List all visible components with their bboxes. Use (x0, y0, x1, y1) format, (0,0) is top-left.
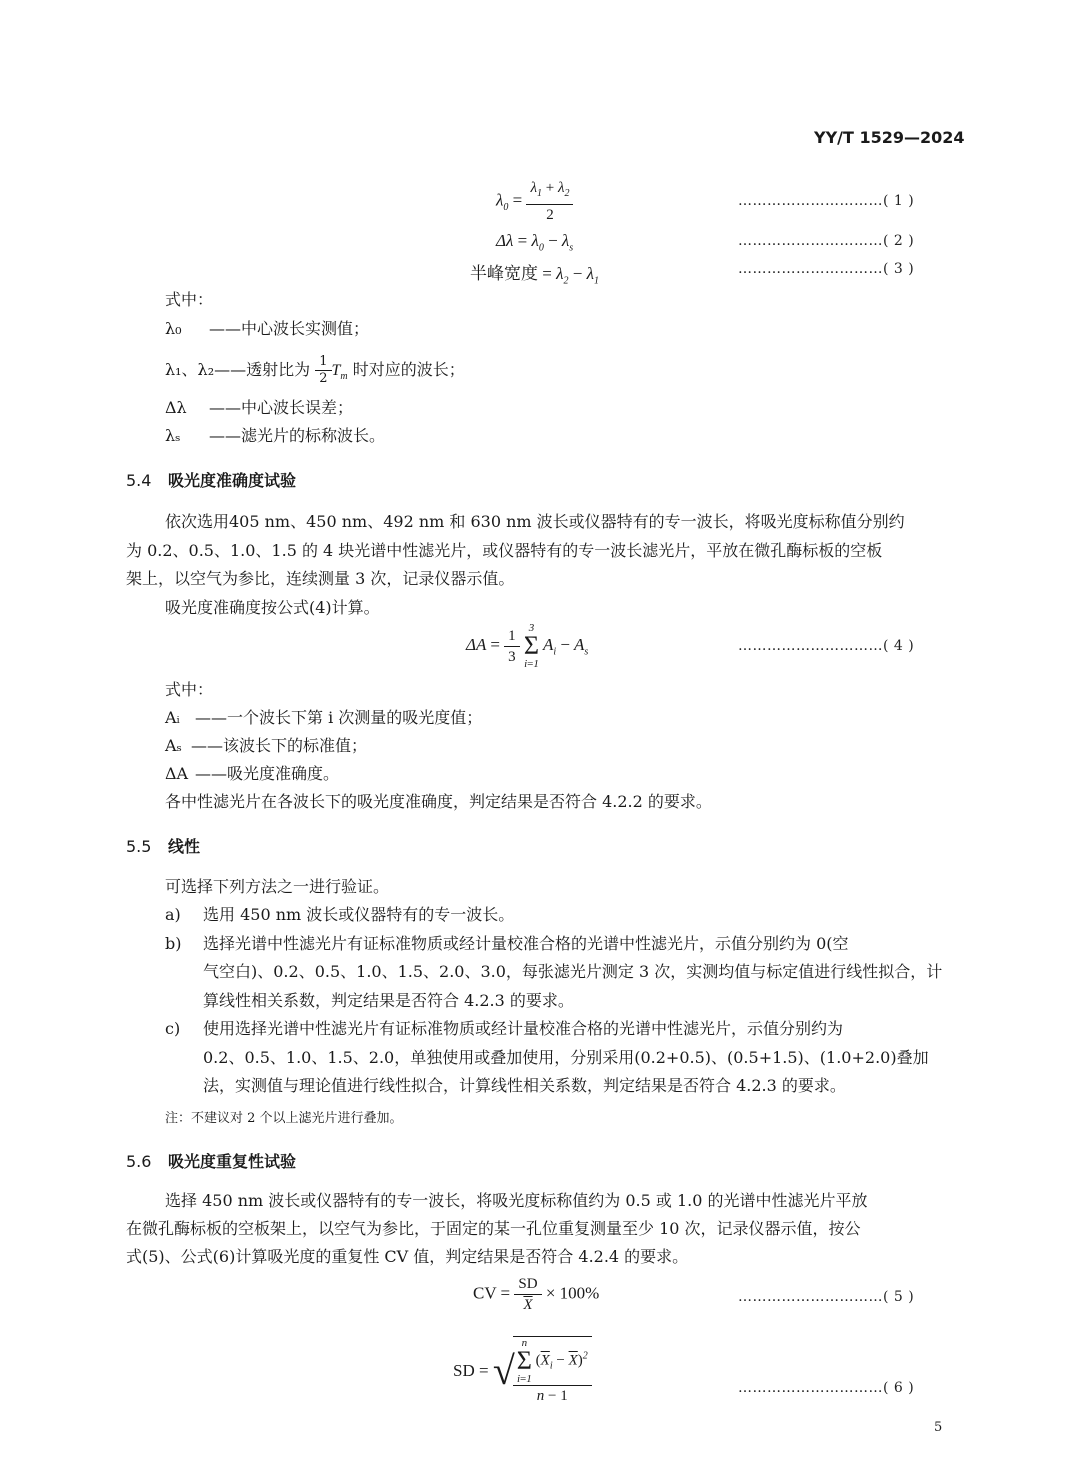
paragraph-line: 吸光度准确度按公式(4)计算。 (165, 598, 380, 617)
list-item-line: 气空白)、0.2、0.5、1.0、1.5、2.0、3.0，每张滤光片测定 3 次，实测均值与标定值进行线性拟合，计 (203, 962, 943, 981)
where-item: λ₁、λ₂——透射比为 $\frac{1}{2}$ $T_m$ 时对应的波长； (165, 354, 465, 386)
equation-2-leader: …………………………( 2 ) (738, 233, 915, 249)
list-item-label: b) (165, 934, 182, 953)
list-item-line: 使用选择光谱中性滤光片有证标准物质或经计量校准合格的光谱中性滤光片，示值分别约为 (203, 1019, 844, 1038)
paragraph-line: 为 0.2、0.5、1.0、1.5 的 4 块光谱中性滤光片，或仪器特有的专一波长滤光片，平放在微孔酶标板的空板 (126, 541, 883, 560)
where-intro: 式中： (165, 290, 214, 309)
list-item-line: 选择光谱中性滤光片有证标准物质或经计量校准合格的光谱中性滤光片，示值分别约为 0(空 (203, 934, 849, 953)
paragraph-line: 选择 450 nm 波长或仪器特有的专一波长，将吸光度标称值约为 0.5 或 1.0 的光谱中性滤光片平放 (165, 1191, 868, 1210)
equation-4-leader: …………………………( 4 ) (738, 638, 915, 654)
equation-6-leader: …………………………( 6 ) (738, 1380, 915, 1396)
equation-3: 半峰宽度 = $\lambda_2 - \lambda_1$ (470, 264, 599, 287)
list-item-line: 法，实测值与理论值进行线性拟合，计算线性相关系数，判定结果是否符合 4.2.3 的要求。 (203, 1076, 846, 1095)
list-item-line: 算线性相关系数，判定结果是否符合 4.2.3 的要求。 (203, 991, 574, 1010)
where-item: Aₛ ——该波长下的标准值； (165, 736, 368, 755)
equation-5-leader: …………………………( 5 ) (738, 1289, 915, 1305)
section-heading-5-5: 5.5 线性 (126, 837, 201, 856)
where-item: Aᵢ ——一个波长下第 i 次测量的吸光度值； (165, 708, 483, 727)
section-heading-5-6: 5.6 吸光度重复性试验 (126, 1152, 297, 1171)
paragraph-line: 架上，以空气为参比，连续测量 3 次，记录仪器示值。 (126, 569, 515, 588)
equation-1: $\lambda_0$ = $\frac{\lambda_1 + \lambda_2}{2}$ (496, 178, 573, 225)
section-heading-5-4: 5.4 吸光度准确度试验 (126, 471, 297, 490)
equation-5: CV = $\frac{SD}{X}$ × 100% (473, 1276, 600, 1313)
list-item-line: 选用 450 nm 波长或仪器特有的专一波长。 (203, 905, 515, 924)
where-item: λ₀ ——中心波长实测值； (165, 319, 370, 338)
where-item: ΔA ——吸光度准确度。 (165, 764, 340, 783)
equation-2: $\Delta\lambda = \lambda_0 - \lambda_s$ (496, 231, 574, 254)
paragraph-line: 各中性滤光片在各波长下的吸光度准确度，判定结果是否符合 4.2.2 的要求。 (165, 792, 712, 811)
equation-3-leader: …………………………( 3 ) (738, 261, 915, 277)
equation-6: SD = √ n Σ i=1 $(\overline{X}_i - \overline{X})^2$ n − 1 (453, 1336, 592, 1406)
where-item: Δλ ——中心波长误差； (165, 398, 354, 417)
paragraph-line: 可选择下列方法之一进行验证。 (165, 877, 390, 896)
equation-4: ΔA = $\frac{1}{3}$ 3 Σ i=1 $A_i - A_s$ (466, 622, 589, 670)
paragraph-line: 式(5)、公式(6)计算吸光度的重复性 CV 值，判定结果是否符合 4.2.4 的要求。 (126, 1247, 689, 1266)
document-code: YY/T 1529—2024 (814, 128, 965, 147)
equation-1-leader: …………………………( 1 ) (738, 193, 915, 209)
list-item-label: c) (165, 1019, 181, 1038)
page-number: 5 (934, 1420, 943, 1435)
list-item-line: 0.2、0.5、1.0、1.5、2.0，单独使用或叠加使用，分别采用(0.2+0.5)、(0.5+1.5)、(1.0+2.0)叠加 (203, 1048, 929, 1067)
paragraph-line: 依次选用405 nm、450 nm、492 nm 和 630 nm 波长或仪器特有的专一波长，将吸光度标称值分别约 (165, 512, 905, 531)
where-item: λₛ ——滤光片的标称波长。 (165, 426, 386, 445)
paragraph-line: 在微孔酶标板的空板架上，以空气为参比，于固定的某一孔位重复测量至少 10 次，记录仪器示值，按公 (126, 1219, 861, 1238)
note: 注：不建议对 2 个以上滤光片进行叠加。 (165, 1111, 403, 1126)
where-intro: 式中： (165, 680, 214, 699)
list-item-label: a) (165, 905, 181, 924)
